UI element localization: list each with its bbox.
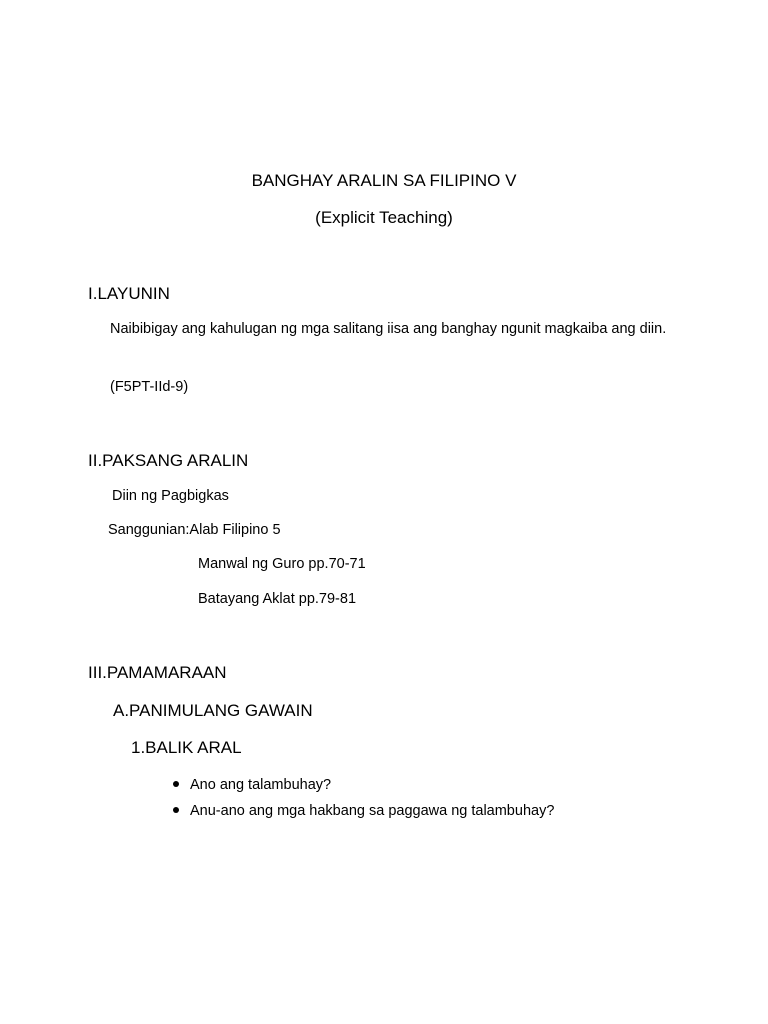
document-subtitle: (Explicit Teaching) (315, 208, 453, 227)
subheading-panimulang-gawain: A.PANIMULANG GAWAIN (113, 701, 313, 720)
manwal-ng-guro-line: Manwal ng Guro pp.70-71 (198, 556, 366, 572)
document-title: BANGHAY ARALIN SA FILIPINO V (251, 171, 517, 190)
batayang-aklat-line: Batayang Aklat pp.79-81 (198, 591, 357, 607)
bullet-text: Anu-ano ang mga hakbang sa paggawa ng talambuhay? (190, 803, 555, 819)
item-heading-balik-aral: 1.BALIK ARAL (131, 738, 242, 757)
sanggunian-line: Sanggunian:Alab Filipino 5 (108, 522, 281, 538)
list-item (170, 799, 554, 825)
bullet-text: Ano ang talambuhay? (190, 777, 332, 793)
balik-aral-bullet-list (170, 773, 554, 825)
bullet-icon (173, 781, 179, 787)
paksang-aralin-topic: Diin ng Pagbigkas (112, 488, 229, 504)
section-heading-pamamaraan: III.PAMAMARAAN (88, 663, 227, 682)
section-heading-layunin: I.LAYUNIN (88, 284, 170, 303)
bullet-icon (173, 807, 179, 813)
list-item (170, 773, 554, 799)
layunin-code: (F5PT-IId-9) (110, 379, 189, 395)
layunin-paragraph: Naibibigay ang kahulugan ng mga salitang iisa ang banghay ngunit magkaiba ang diin. (110, 321, 667, 337)
section-heading-paksang-aralin: II.PAKSANG ARALIN (88, 451, 249, 470)
